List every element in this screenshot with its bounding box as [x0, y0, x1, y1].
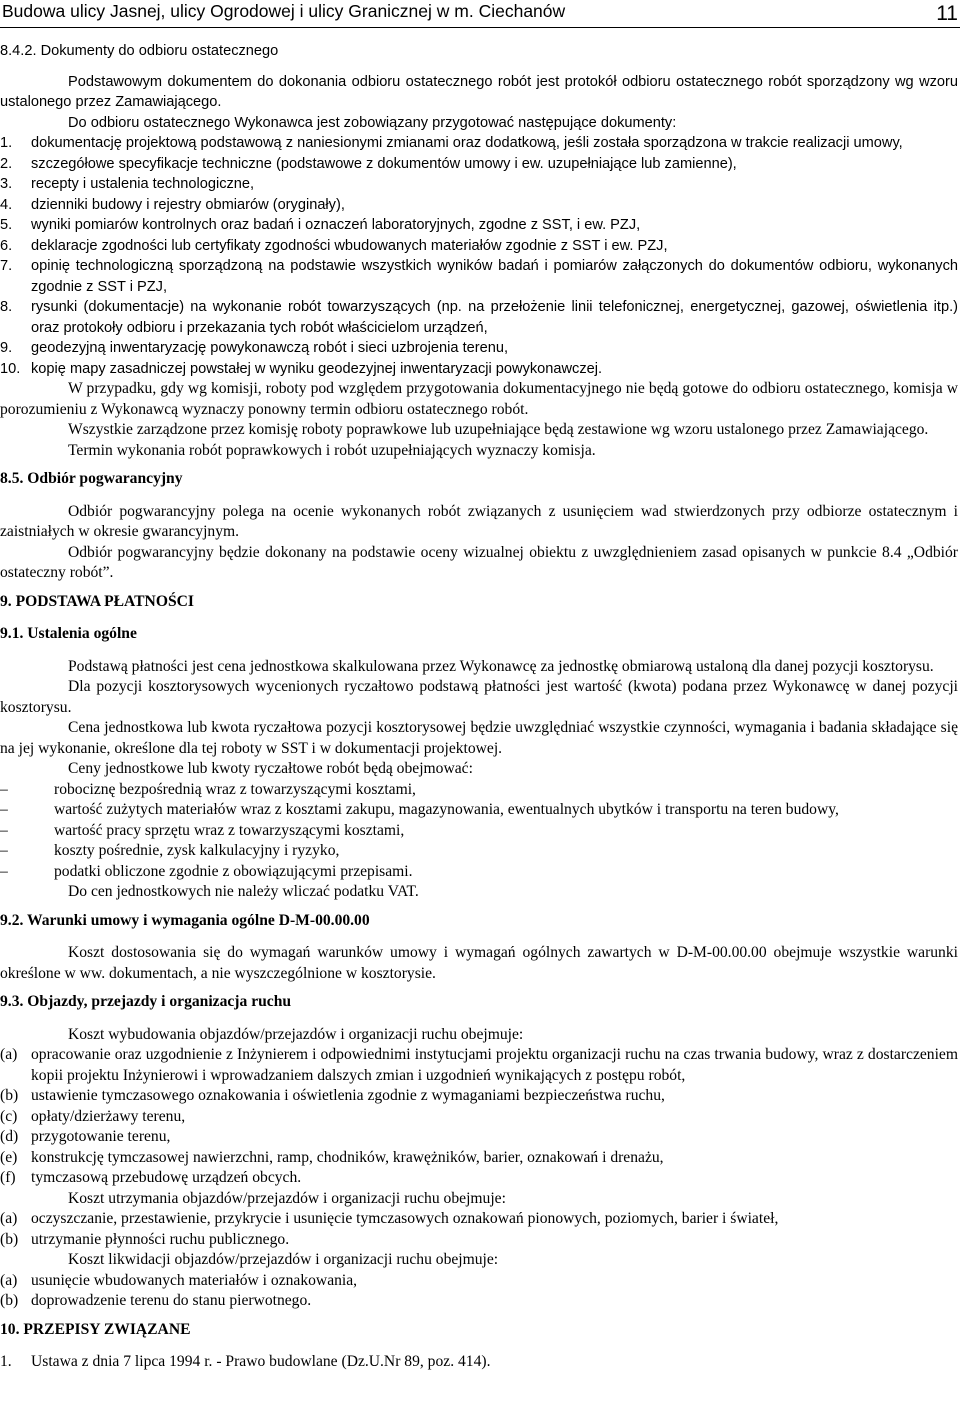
- paragraph: Koszt likwidacji objazdów/przejazdów i organizacji ruchu obejmuje:: [68, 1251, 499, 1268]
- paragraph: Dla pozycji kosztorysowych wycenionych ryczałtowo podstawą płatności jest wartość (kwota) podana przez Wykonawcę w danej pozycji kosztorysu.: [0, 678, 958, 716]
- removal-costs-list: [0, 1271, 958, 1312]
- list-text: rysunki (dokumentacje) na wykonanie robót towarzyszących (np. na przełożenie linii telefonicznej, energetycznej, gazowej, oświetlenia itp.) oraz protokoły odbioru i przekazania tych robót właścicielom urządzeń,: [31, 299, 958, 336]
- list-item: [0, 780, 958, 801]
- list-letter: (a): [0, 1271, 18, 1289]
- list-text: wartość pracy sprzętu wraz z towarzyszącymi kosztami,: [54, 821, 405, 839]
- list-item: [0, 133, 958, 154]
- list-text: doprowadzenie terenu do stanu pierwotnego.: [31, 1292, 312, 1309]
- list-number: 1.: [0, 135, 13, 151]
- list-number: 1.: [0, 1353, 12, 1370]
- list-text: kopię mapy zasadniczej powstałej w wyniku geodezyjnej inwentaryzacji powykonawczej.: [31, 360, 603, 377]
- documents-list: [0, 133, 958, 379]
- list-text: opłaty/dzierżawy terenu,: [31, 1107, 186, 1125]
- paragraph: Cena jednostkowa lub kwota ryczałtowa pozycji kosztorysowej będzie uwzględniać wszystkie czynności, wymagania i badania składające się na jej wykonanie, określone dla tej roboty w SST i w dokumentacji projektowej.: [0, 719, 958, 757]
- list-number: 8.: [0, 299, 13, 315]
- cost-components-list: [0, 780, 958, 883]
- list-item: [0, 338, 958, 359]
- list-text: ustawienie tymczasowego oznakowania i oświetlenia zgodnie z wymaganiami bezpieczeństwa ruchu,: [31, 1087, 665, 1104]
- section-heading: 8.5. Odbiór pogwarancyjny: [0, 470, 183, 487]
- list-text: utrzymanie płynności ruchu publicznego.: [31, 1230, 290, 1248]
- list-letter: (a): [0, 1210, 18, 1227]
- list-number: 5.: [0, 217, 13, 233]
- list-item: [0, 1271, 958, 1292]
- list-item: [0, 1230, 958, 1251]
- list-item: [0, 1148, 958, 1169]
- list-number: 3.: [0, 176, 13, 192]
- header-divider: [0, 27, 960, 28]
- list-item: [0, 821, 958, 842]
- paragraph: Podstawowym dokumentem do dokonania odbioru ostatecznego robót jest protokół odbioru ostatecznego robót sporządzony wg wzoru ustalonego przez Zamawiającego.: [0, 73, 958, 110]
- chapter-heading: 9. PODSTAWA PŁATNOŚCI: [0, 592, 194, 610]
- paragraph: Koszt dostosowania się do wymagań warunków umowy i wymagań ogólnych zawartych w D-M-00.00.00 obejmuje wszystkie warunki określone w ww. dokumentach, a nie wyszczególnione w kosztorysie.: [0, 944, 958, 982]
- dash-bullet: –: [0, 821, 8, 839]
- list-number: 6.: [0, 237, 13, 254]
- list-item: [0, 174, 958, 195]
- list-letter: (b): [0, 1087, 19, 1104]
- paragraph: Do cen jednostkowych nie należy wliczać podatku VAT.: [68, 883, 419, 900]
- list-item: [0, 862, 958, 883]
- list-letter: (e): [0, 1148, 18, 1166]
- list-number: 10.: [0, 360, 21, 377]
- list-item: [0, 236, 958, 257]
- dash-bullet: –: [0, 801, 8, 818]
- construction-costs-list: [0, 1045, 958, 1189]
- paragraph: Koszt utrzymania objazdów/przejazdów i organizacji ruchu obejmuje:: [68, 1189, 506, 1207]
- paragraph: Podstawą płatności jest cena jednostkowa skalkulowana przez Wykonawcę za jednostkę obmiarową ustaloną dla danej pozycji kosztorysu.: [68, 657, 934, 675]
- list-text: wyniki pomiarów kontrolnych oraz badań i oznaczeń laboratoryjnych, zgodne z SST, i ew. PZJ,: [31, 217, 641, 233]
- list-text: tymczasową przebudowę urządzeń obcych.: [31, 1169, 302, 1186]
- list-text: opracowanie oraz uzgodnienie z Inżynierem i odpowiednimi instytucjami projektu organizacji ruchu na czas trwania budowy, wraz z dostarczeniem kopii projektu Inżynierowi i wprowadzaniem dalszych zmian i uzgodnień wynikających z postępu robót,: [31, 1046, 958, 1084]
- list-item: [0, 154, 958, 175]
- paragraph: W przypadku, gdy wg komisji, roboty pod względem przygotowania dokumentacyjnego nie będą gotowe do odbioru ostatecznego, komisja w porozumieniu z Wykonawcą wyznaczy ponowny termin odbioru ostatecznego robót.: [0, 380, 958, 418]
- list-item: [0, 297, 958, 338]
- list-letter: (a): [0, 1046, 18, 1063]
- list-item: [0, 359, 958, 380]
- section-heading: 9.3. Objazdy, przejazdy i organizacja ruchu: [0, 993, 292, 1010]
- list-text: robociznę bezpośrednią wraz z towarzyszącymi kosztami,: [54, 780, 416, 798]
- paragraph: Do odbioru ostatecznego Wykonawca jest zobowiązany przygotować następujące dokumenty:: [68, 114, 677, 131]
- regulations-list: [0, 1352, 958, 1373]
- list-text: recepty i ustalenia technologiczne,: [31, 176, 255, 192]
- list-item: [0, 841, 958, 862]
- list-text: usunięcie wbudowanych materiałów i oznakowania,: [31, 1271, 358, 1289]
- paragraph: Odbiór pogwarancyjny polega na ocenie wykonanych robót związanych z usunięciem wad stwierdzonych przy odbiorze ostatecznym i zaistniałych w okresie gwarancyjnym.: [0, 502, 958, 540]
- page-number: 11: [936, 2, 958, 25]
- list-text: oczyszczanie, przestawienie, przykrycie i usunięcie tymczasowych oznakowań pionowych, poziomych, barier i świateł,: [31, 1210, 779, 1227]
- list-number: 7.: [0, 258, 13, 274]
- list-item: [0, 1086, 958, 1107]
- list-item: [0, 1209, 958, 1230]
- maintenance-costs-list: [0, 1209, 958, 1250]
- document-title: Budowa ulicy Jasnej, ulicy Ogrodowej i ulicy Granicznej w m. Ciechanów: [2, 1, 566, 21]
- list-item: [0, 1045, 958, 1086]
- list-text: szczegółowe specyfikacje techniczne (podstawowe z dokumentów umowy i ew. uzupełniające lub zamienne),: [31, 155, 737, 172]
- list-item: [0, 256, 958, 297]
- list-item: [0, 1127, 958, 1148]
- list-item: [0, 215, 958, 236]
- list-letter: (b): [0, 1292, 19, 1309]
- list-item: [0, 1107, 958, 1128]
- list-text: podatki obliczone zgodnie z obowiązującymi przepisami.: [54, 862, 413, 880]
- list-text: przygotowanie terenu,: [31, 1128, 171, 1145]
- list-letter: (b): [0, 1230, 19, 1248]
- list-text: wartość zużytych materiałów wraz z kosztami zakupu, magazynowania, ewentualnych ubytków i transportu na teren budowy,: [54, 801, 839, 818]
- list-text: geodezyjną inwentaryzację powykonawczą robót i sieci uzbrojenia terenu,: [31, 340, 508, 356]
- list-text: koszty pośrednie, zysk kalkulacyjny i ryzyko,: [54, 842, 340, 859]
- list-number: 9.: [0, 340, 13, 356]
- dash-bullet: –: [0, 842, 8, 859]
- page-header: [0, 0, 960, 30]
- list-text: dzienniki budowy i rejestry obmiarów (oryginały),: [31, 196, 345, 213]
- paragraph: Termin wykonania robót poprawkowych i robót uzupełniających wyznaczy komisja.: [68, 441, 596, 459]
- list-item: [0, 1168, 958, 1189]
- paragraph: Wszystkie zarządzone przez komisję roboty poprawkowe lub uzupełniające będą zestawione wg wzoru ustalonego przez Zamawiającego.: [68, 421, 929, 438]
- list-text: opinię technologiczną sporządzoną na podstawie wszystkich wyników badań i pomiarów załączonych do dokumentów odbioru, wykonanych zgodnie z SST i PZJ,: [31, 258, 958, 295]
- section-heading: 9.1. Ustalenia ogólne: [0, 625, 137, 642]
- list-number: 2.: [0, 155, 13, 172]
- list-item: [0, 800, 958, 821]
- list-letter: (f): [0, 1169, 16, 1186]
- dash-bullet: –: [0, 780, 8, 798]
- list-text: deklaracje zgodności lub certyfikaty zgodności wbudowanych materiałów zgodnie z SST i ew. PZJ,: [31, 237, 668, 254]
- list-text: konstrukcję tymczasowej nawierzchni, ramp, chodników, krawężników, barier, oznakowań i drenażu,: [31, 1148, 664, 1166]
- paragraph: Odbiór pogwarancyjny będzie dokonany na podstawie oceny wizualnej obiektu z uwzględnieniem zasad opisanych w punkcie 8.4 „Odbiór ostateczny robót”.: [0, 543, 958, 581]
- paragraph: Ceny jednostkowe lub kwoty ryczałtowe robót będą obejmować:: [68, 760, 473, 777]
- dash-bullet: –: [0, 862, 8, 880]
- section-heading: 8.4.2. Dokumenty do odbioru ostatecznego: [0, 43, 279, 59]
- list-item: [0, 195, 958, 216]
- list-letter: (c): [0, 1107, 18, 1125]
- chapter-heading: 10. PRZEPISY ZWIĄZANE: [0, 1320, 191, 1338]
- section-8-4-2: [0, 41, 958, 379]
- document-body: [0, 41, 958, 1373]
- list-number: 4.: [0, 196, 13, 213]
- list-item: [0, 1291, 958, 1312]
- list-letter: (d): [0, 1128, 19, 1145]
- list-text: Ustawa z dnia 7 lipca 1994 r. - Prawo budowlane (Dz.U.Nr 89, poz. 414).: [31, 1353, 491, 1370]
- list-text: dokumentację projektową podstawową z naniesionymi zmianami oraz dodatkową, jeśli została sporządzona w trakcie realizacji umowy,: [31, 135, 903, 151]
- list-item: [0, 1352, 958, 1373]
- section-heading: 9.2. Warunki umowy i wymagania ogólne D-M-00.00.00: [0, 911, 370, 929]
- paragraph: Koszt wybudowania objazdów/przejazdów i organizacji ruchu obejmuje:: [68, 1025, 524, 1043]
